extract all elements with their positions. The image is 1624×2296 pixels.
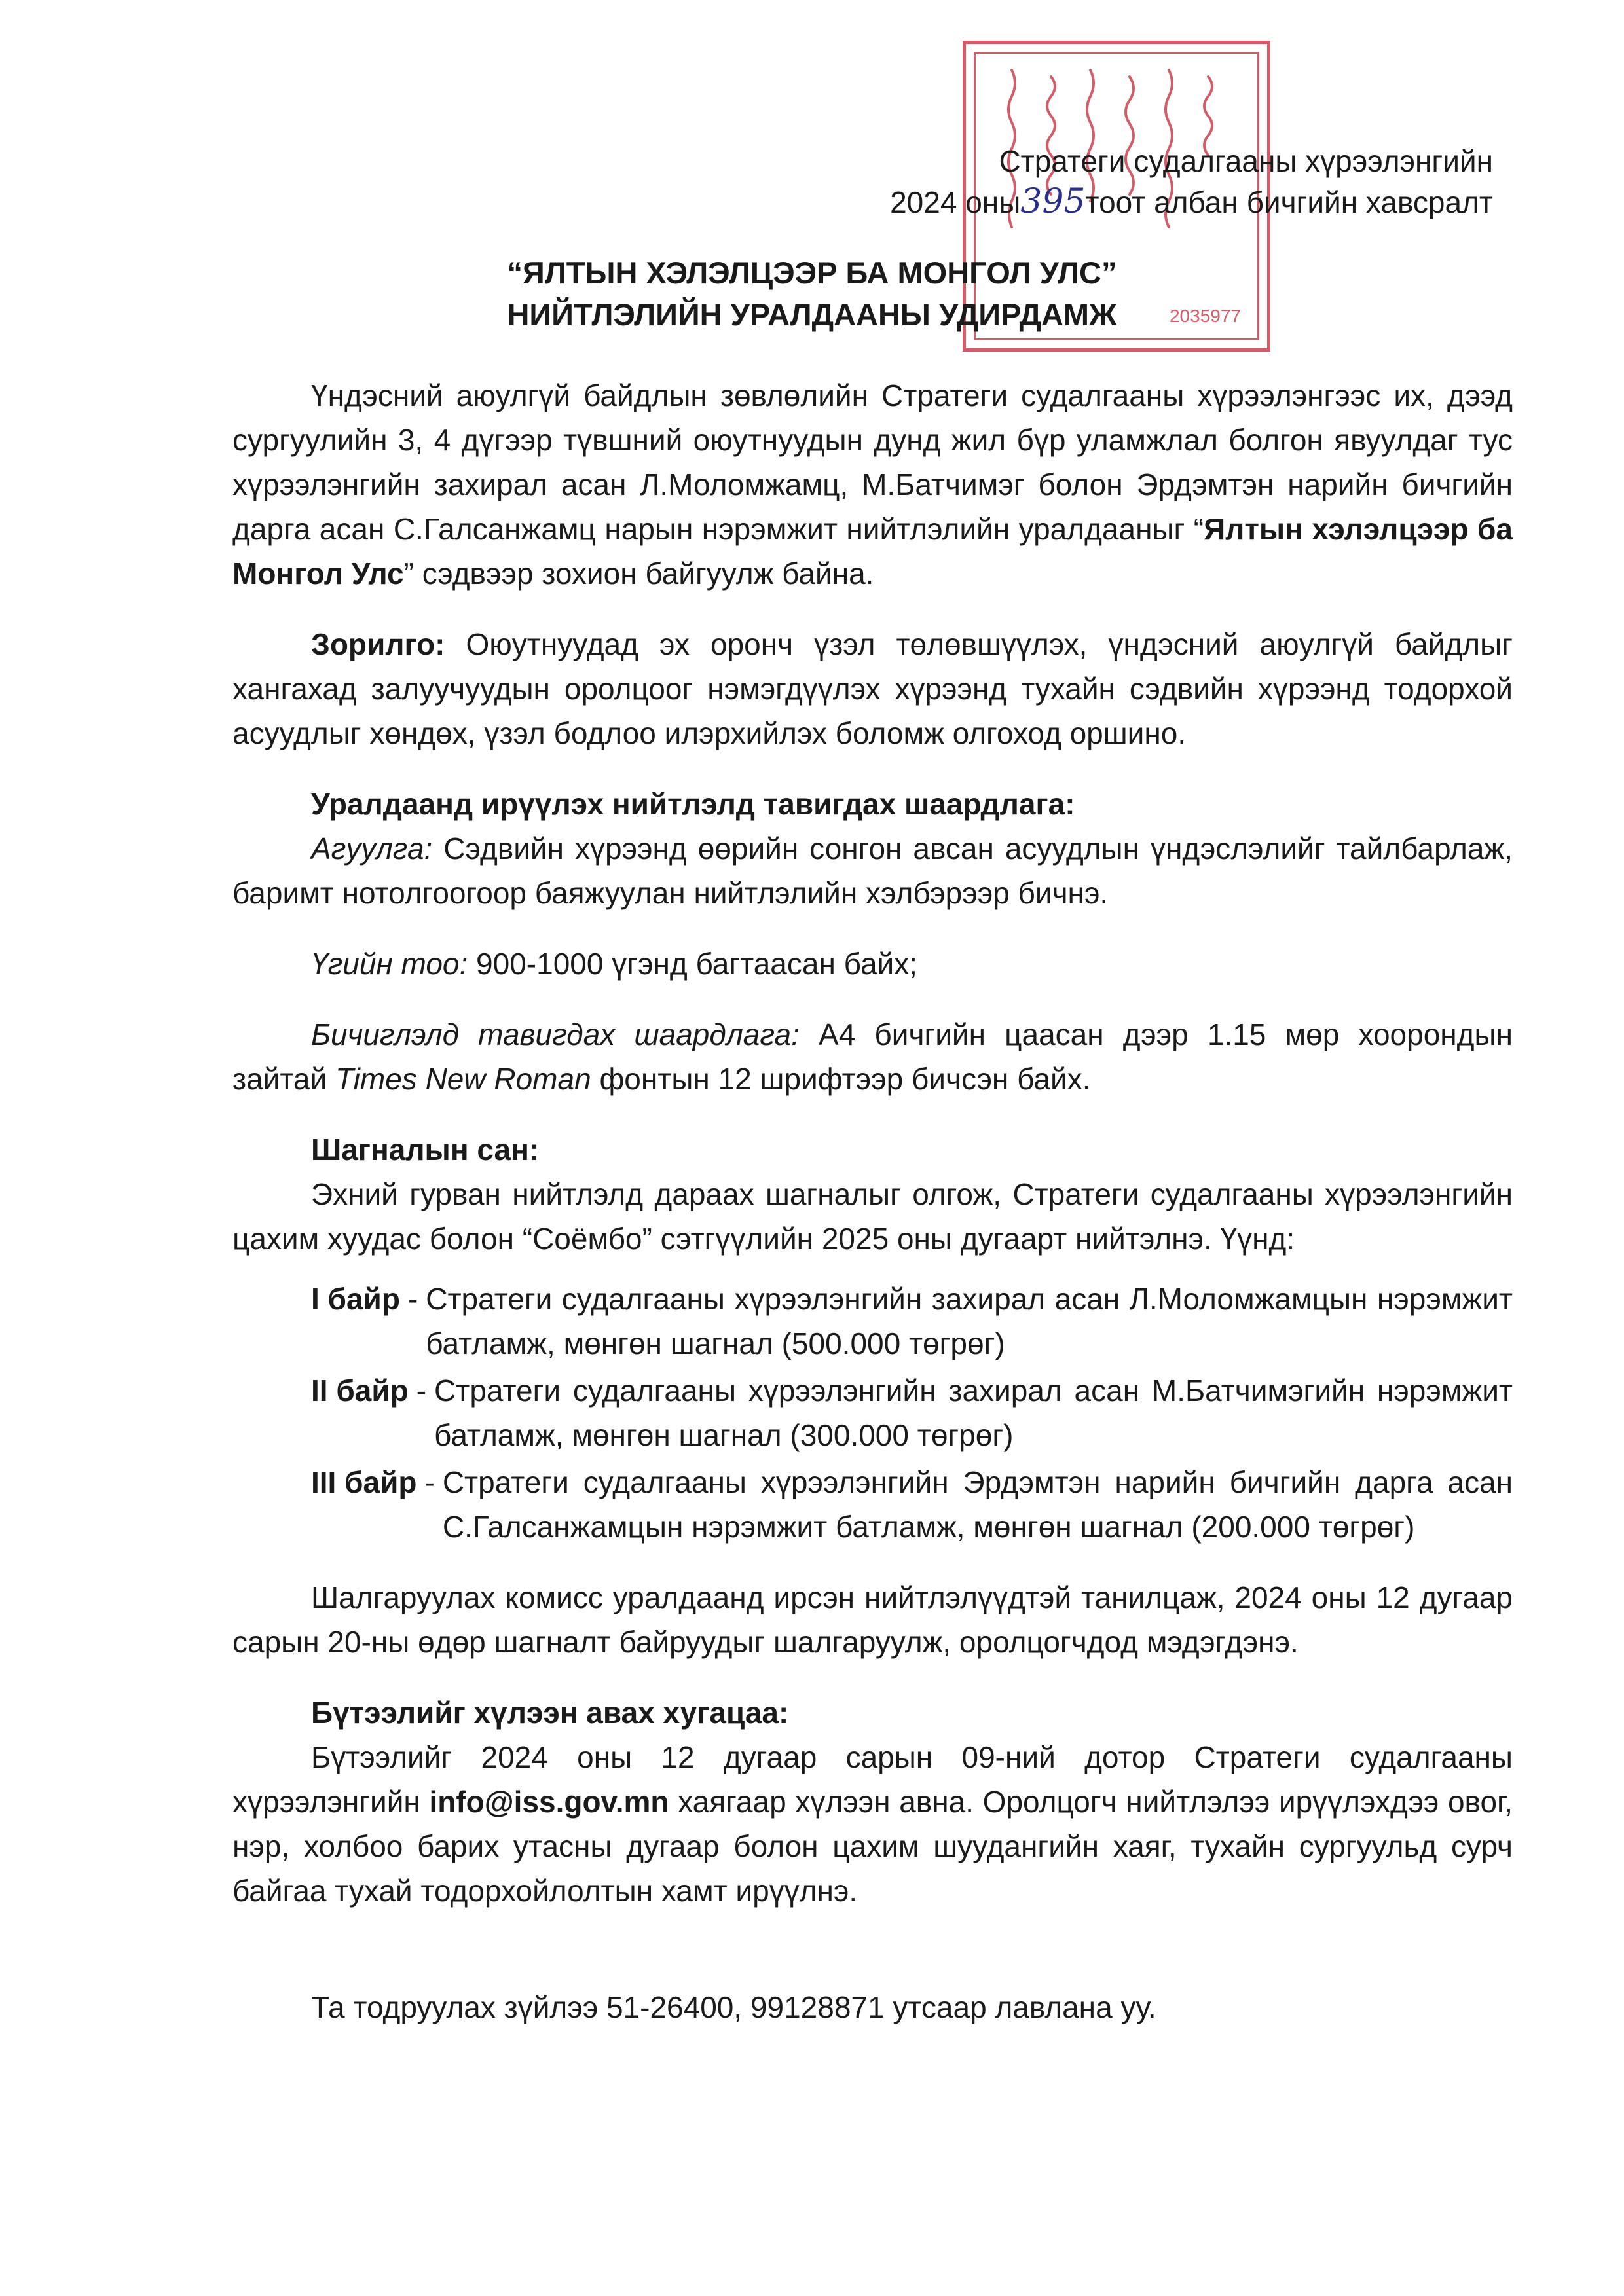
document-title	[0, 252, 1624, 336]
format-requirement	[232, 1012, 1513, 1101]
deadline-section	[232, 1690, 1513, 1913]
document-body	[232, 373, 1513, 2056]
intro-text-end: ” сэдвээр зохион байгуулж байна.	[403, 556, 874, 591]
word-count-label: Үгийн тоо:	[311, 947, 468, 981]
place-2-text: Стратеги судалгааны хүрээлэнгийн захирал асан М.Батчимэгийн нэрэмжит батламж, мөнгөн шагнал (300.000 төгрөг)	[434, 1374, 1513, 1452]
place-3-label: III байр	[311, 1465, 417, 1499]
format-label: Бичиглэлд тавигдах шаардлага:	[311, 1017, 800, 1051]
prize-place-3	[311, 1460, 1513, 1549]
selection-paragraph: Шалгаруулах комисс уралдаанд ирсэн нийтлэлүүдтэй танилцаж, 2024 оны 12 дугаар сарын 20-ны өдөр шагналт байруудыг шалгаруулж, оролцогчдод мэдэгдэнэ.	[232, 1580, 1513, 1659]
word-count-text: 900-1000 үгэнд багтаасан байх;	[468, 947, 918, 981]
place-3-dash: -	[424, 1465, 435, 1499]
deadline-heading: Бүтээлийг хүлээн авах хугацаа:	[311, 1696, 789, 1730]
format-text: А4 бичгийн цаасан дээр 1.15 мөр хоорондын зайтай	[232, 1017, 1513, 1096]
goal-text: Оюутнуудад эх оронч үзэл төлөвшүүлэх, үндэсний аюулгүй байдлыг хангахад залуучуудын оролцоог нэмэгдүүлэх хүрээнд тухайн сэдвийн хүрээнд тодорхой асуудлыг хөндөх, үзэл бодлоо илэрхийлэх боломж олгоход оршино.	[232, 627, 1513, 750]
intro-text: Үндэсний аюулгүй байдлын зөвлөлийн Стратеги судалгааны хүрээлэнгээс их, дээд сургуулийн 3, 4 дүгээр түвшний оюутнуудын дунд жил бүр уламжлал болгон явуулдаг тус хүрээлэнгийн захирал асан Л.Моломжамц, М.Батчимэг болон Эрдэмтэн нарийн бичгийн дарга асан С.Галсанжамц нарын нэрэмжит нийтлэлийн уралдааныг “	[232, 378, 1513, 546]
prize-heading: Шагналын сан:	[311, 1133, 540, 1167]
place-3-text: Стратеги судалгааны хүрээлэнгийн Эрдэмтэн нарийн бичгийн дарга асан С.Галсанжамцын нэрэмжит батламж, мөнгөн шагнал (200.000 төгрөг)	[442, 1465, 1513, 1544]
place-1-dash: -	[407, 1282, 418, 1316]
header-year: 2024 оны	[890, 185, 1021, 219]
header-suffix: тоот албан бичгийн хавсралт	[1085, 185, 1493, 219]
place-1-label: I байр	[311, 1282, 400, 1316]
place-2-label: II байр	[311, 1374, 409, 1408]
content-label: Агуулга:	[311, 831, 433, 866]
header-line-2	[890, 181, 1493, 223]
title-line-2: НИЙТЛЭЛИЙН УРАЛДААНЫ УДИРДАМЖ	[507, 297, 1117, 332]
requirements-section	[232, 782, 1513, 1101]
contest-topic: Ялтын хэлэлцээр ба Монгол Улс	[232, 512, 1513, 591]
deadline-text-end: хаягаар хүлээн авна. Оролцогч нийтлэлээ ирүүлэхдээ овог, нэр, холбоо барих утасны дугаар болон цахим шуудангийн хаяг, тухайн сургуульд сурч байгаа тухай тодорхойлолтын хамт ирүүлнэ.	[232, 1785, 1513, 1908]
contact-paragraph: Та тодруулах зүйлээ 51-26400, 99128871 утсаар лавлана уу.	[311, 1990, 1156, 2024]
word-count-requirement	[232, 941, 1513, 986]
place-2-dash: -	[416, 1374, 427, 1408]
format-font: Times New Roman	[335, 1062, 591, 1096]
intro-paragraph	[232, 373, 1513, 596]
deadline-paragraph	[232, 1735, 1513, 1913]
prize-intro: Эхний гурван нийтлэлд дараах шагналыг олгож, Стратеги судалгааны хүрээлэнгийн цахим хуудас болон “Соёмбо” сэтгүүлийн 2025 оны дугаарт нийтэлнэ. Үүнд:	[232, 1177, 1513, 1256]
prize-place-1	[311, 1277, 1513, 1366]
prize-section	[232, 1127, 1513, 1549]
prize-place-2	[311, 1368, 1513, 1457]
stamp-number: 2035977	[1169, 306, 1241, 326]
requirements-heading: Уралдаанд ирүүлэх нийтлэлд тавигдах шаардлага:	[311, 787, 1075, 821]
title-line-1: “ЯЛТЫН ХЭЛЭЛЦЭЭР БА МОНГОЛ УЛС”	[507, 255, 1117, 290]
goal-label: Зорилго:	[311, 627, 445, 661]
attachment-header	[890, 141, 1493, 223]
format-text-end: фонтын 12 шрифтээр бичсэн байх.	[591, 1062, 1091, 1096]
content-text: Сэдвийн хүрээнд өөрийн сонгон авсан асуудлын үндэслэлийг тайлбарлаж, баримт нотолгоогоор баяжуулан нийтлэлийн хэлбэрээр бичнэ.	[232, 831, 1513, 910]
content-requirement	[232, 826, 1513, 915]
deadline-text: Бүтээлийг 2024 оны 12 дугаар сарын 09-ний дотор Стратеги судалгааны хүрээлэнгийн	[232, 1740, 1513, 1819]
place-1-text: Стратеги судалгааны хүрээлэнгийн захирал асан Л.Моломжамцын нэрэмжит батламж, мөнгөн шагнал (500.000 төгрөг)	[426, 1282, 1513, 1360]
header-line-1: Стратеги судалгааны хүрээлэнгийн	[999, 144, 1493, 178]
goal-paragraph	[232, 622, 1513, 756]
letter-number: 395	[1020, 182, 1086, 221]
submission-email[interactable]: info@iss.gov.mn	[429, 1785, 669, 1819]
